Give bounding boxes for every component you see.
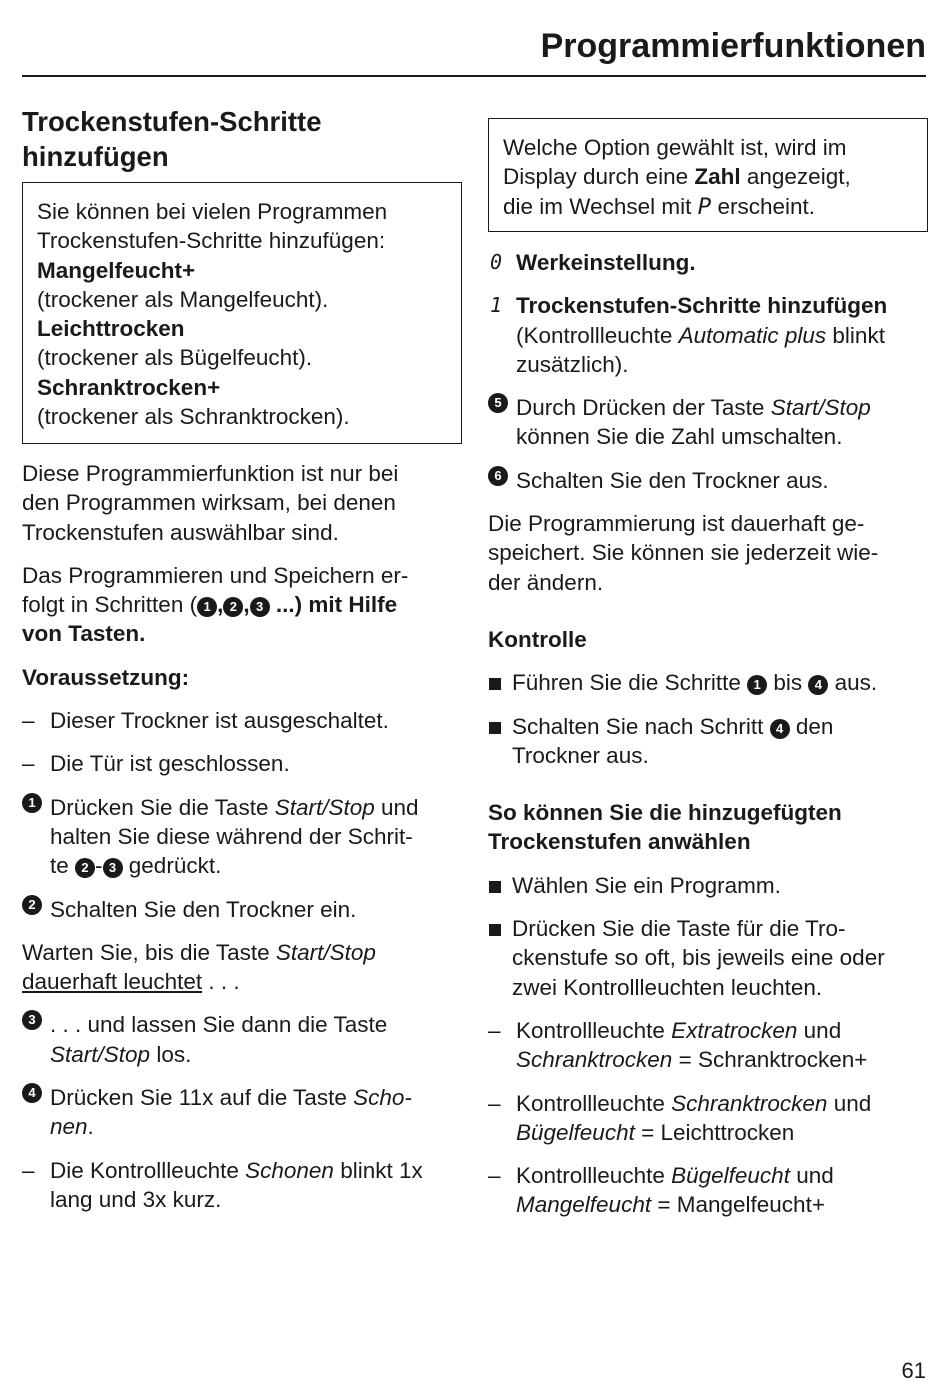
- display-box-line-3: [503, 192, 913, 222]
- control-item: [488, 712, 928, 771]
- text: gedrückt.: [122, 853, 222, 879]
- comma: ,: [217, 592, 224, 618]
- page-number: 61: [901, 1357, 926, 1383]
- combo-2-line-1: [516, 1089, 928, 1118]
- option-desc-leichttrocken: (trockener als Bügelfeucht).: [37, 345, 313, 371]
- text: los.: [150, 1041, 192, 1067]
- option-name-leichttrocken: Leichttrocken: [37, 316, 185, 342]
- key-name: Scho-: [353, 1085, 412, 1111]
- text: und: [374, 794, 419, 820]
- prerequisite-heading: Voraussetzung:: [22, 664, 190, 690]
- display-option-1: [488, 291, 928, 379]
- key-name: Start/Stop: [275, 939, 376, 965]
- step-number-badge: 5: [488, 393, 508, 413]
- text: Warten Sie, bis die Taste: [22, 939, 276, 965]
- step-number-badge: 1: [747, 675, 767, 695]
- control-item-2-line-1: [512, 712, 928, 741]
- step-number-badge: 3: [250, 597, 270, 617]
- square-bullet-icon: [489, 678, 501, 690]
- select-item: [488, 914, 928, 1002]
- step-6: [488, 466, 928, 495]
- select-heading-line-2: Trockenstufen anwählen: [488, 829, 751, 855]
- text: = Mangelfeucht+: [651, 1192, 825, 1218]
- select-item-2-line-3: zwei Kontrollleuchten leuchten.: [512, 974, 823, 1000]
- option-desc-mangelfeucht-plus: (trockener als Mangelfeucht).: [37, 286, 329, 312]
- lamp-name: Schranktrocken: [516, 1047, 673, 1073]
- option-name-mangelfeucht-plus: Mangelfeucht+: [37, 257, 196, 283]
- option-1-line-2: [516, 321, 928, 350]
- text: und: [827, 1090, 872, 1116]
- wait-line-1: [22, 938, 462, 967]
- dash-marker: –: [488, 1090, 501, 1116]
- combo-1-line-2: [516, 1045, 928, 1074]
- text: angezeigt,: [740, 164, 851, 190]
- box-intro-line-2: Trockenstufen-Schritte hinzufügen:: [37, 228, 386, 254]
- procedure-paragraph: [22, 561, 462, 649]
- procedure-line-2-bold: ...) mit Hilfe: [269, 592, 398, 618]
- select-heading: [488, 798, 928, 857]
- prerequisite-item: [22, 706, 462, 735]
- dash-marker: –: [488, 1163, 501, 1189]
- display-option-0: [488, 248, 928, 277]
- step-5: [488, 393, 928, 452]
- control-item-1-text: [512, 668, 928, 697]
- step-number-badge: 2: [75, 858, 95, 878]
- wait-line-2: [22, 967, 462, 996]
- text: Display durch eine: [503, 164, 695, 190]
- blink-line-2: lang und 3x kurz.: [50, 1186, 222, 1212]
- text: Kontrollleuchte: [516, 1163, 672, 1189]
- saved-line-3: der ändern.: [488, 569, 604, 595]
- lamp-combination: [488, 1089, 928, 1148]
- select-item: [488, 871, 928, 900]
- left-body: [22, 459, 462, 1228]
- option-desc-schranktrocken-plus: (trockener als Schranktrocken).: [37, 404, 350, 430]
- text: Führen Sie die Schritte: [512, 670, 748, 696]
- text: . . .: [202, 969, 240, 995]
- display-digit-1: 1: [490, 293, 503, 318]
- text: = Leichttrocken: [634, 1119, 795, 1145]
- step-1: [22, 793, 462, 881]
- step-number-badge: 4: [808, 675, 828, 695]
- text: Kontrollleuchte: [516, 1017, 672, 1043]
- square-bullet-icon: [489, 722, 501, 734]
- info-box-display: [488, 118, 928, 232]
- display-box-line-2: [503, 162, 913, 191]
- square-bullet-icon: [489, 924, 501, 936]
- step-2-text: Schalten Sie den Trockner ein.: [50, 896, 357, 922]
- availability-line-2: den Programmen wirksam, bei denen: [22, 490, 396, 516]
- step-number-badge: 3: [103, 858, 123, 878]
- text: te: [50, 853, 76, 879]
- select-item-2-line-2: ckenstufe so oft, bis jeweils eine oder: [512, 945, 885, 971]
- lamp-name: Bügelfeucht: [671, 1163, 790, 1189]
- display-digit-0: 0: [490, 250, 503, 274]
- square-bullet-icon: [489, 881, 501, 893]
- procedure-line-2: [22, 590, 462, 619]
- lamp-combination: [488, 1161, 928, 1220]
- prerequisite-text: Dieser Trockner ist ausgeschaltet.: [50, 708, 389, 734]
- bold-text: Zahl: [694, 164, 741, 190]
- select-item-2-line-1: Drücken Sie die Taste für die Tro-: [512, 916, 846, 942]
- step-1-line-2: halten Sie diese während der Schrit-: [50, 823, 413, 849]
- availability-paragraph: [22, 459, 462, 547]
- dash-marker: –: [22, 1157, 35, 1183]
- control-item: [488, 668, 928, 697]
- lamp-combination: [488, 1016, 928, 1075]
- saved-paragraph: [488, 509, 928, 597]
- section-title-line-1: Trockenstufen-Schritte: [22, 106, 322, 137]
- step-number-badge: 3: [22, 1010, 42, 1030]
- step-3-line-2: [50, 1040, 462, 1069]
- saved-line-1: Die Programmierung ist dauerhaft ge-: [488, 511, 865, 537]
- comma: ,: [243, 592, 250, 618]
- text: bis: [767, 670, 809, 696]
- text: erscheint.: [711, 193, 815, 219]
- step-number-badge: 2: [22, 895, 42, 915]
- step-4: [22, 1083, 462, 1142]
- step-number-badge: 1: [22, 793, 42, 813]
- text: den: [789, 713, 834, 739]
- page-header-title: Programmierfunktionen: [540, 27, 926, 65]
- info-box-options: [22, 182, 462, 444]
- availability-line-3: Trockenstufen auswählbar sind.: [22, 519, 339, 545]
- combo-3-line-1: [516, 1161, 928, 1190]
- text: -: [95, 853, 103, 879]
- step-5-line-1: [516, 393, 928, 422]
- dash-marker: –: [488, 1017, 501, 1043]
- step-3-line-1: . . . und lassen Sie dann die Taste: [50, 1012, 388, 1038]
- step-number-badge: 1: [197, 597, 217, 617]
- step-number-badge: 6: [488, 466, 508, 486]
- combo-2-line-2: [516, 1118, 928, 1147]
- step-number-badge: 4: [770, 719, 790, 739]
- option-1-title: Trockenstufen-Schritte hinzufügen: [516, 293, 888, 319]
- dash-marker: –: [22, 751, 35, 777]
- step-2: [22, 895, 462, 924]
- text: Durch Drücken der Taste: [516, 395, 771, 421]
- combo-3-line-2: [516, 1190, 928, 1219]
- box-intro-line-1: Sie können bei vielen Programmen: [37, 199, 388, 224]
- blink-result: [22, 1156, 462, 1215]
- saved-line-2: speichert. Sie können sie jederzeit wie-: [488, 540, 879, 566]
- section-heading: [22, 104, 462, 174]
- text: und: [789, 1163, 834, 1189]
- step-3: [22, 1010, 462, 1069]
- control-heading: Kontrolle: [488, 626, 587, 652]
- display-symbol-p: P: [697, 193, 712, 220]
- text: Drücken Sie 11x auf die Taste: [50, 1085, 354, 1111]
- key-name: nen: [50, 1114, 88, 1140]
- select-heading-line-1: So können Sie die hinzugefügten: [488, 800, 842, 826]
- availability-line-1: Diese Programmierfunktion ist nur bei: [22, 461, 399, 486]
- key-name: Schonen: [245, 1157, 334, 1183]
- step-4-line-1: [50, 1083, 462, 1112]
- step-number-badge: 2: [223, 597, 243, 617]
- text: Schalten Sie nach Schritt: [512, 713, 770, 739]
- text: blinkt 1x: [333, 1157, 423, 1183]
- dash-marker: –: [22, 708, 35, 734]
- combo-1-line-1: [516, 1016, 928, 1045]
- step-6-text: Schalten Sie den Trockner aus.: [516, 467, 829, 493]
- step-1-line-1: [50, 793, 462, 822]
- option-0-text: Werkeinstellung.: [516, 250, 696, 275]
- header-divider: [22, 75, 926, 77]
- text: und: [797, 1017, 842, 1043]
- text: Drücken Sie die Taste: [50, 794, 275, 820]
- step-number-badge: 4: [22, 1083, 42, 1103]
- text: Kontrollleuchte: [516, 1090, 672, 1116]
- text: die im Wechsel mit: [503, 193, 698, 219]
- right-body: [488, 248, 928, 1234]
- lamp-name: Extratrocken: [671, 1017, 798, 1043]
- text: aus.: [828, 670, 878, 696]
- prerequisite-item: [22, 749, 462, 778]
- procedure-line-3: von Tasten.: [22, 621, 146, 647]
- key-name: Automatic plus: [678, 322, 827, 348]
- lamp-name: Bügelfeucht: [516, 1119, 635, 1145]
- lamp-name: Mangelfeucht: [516, 1192, 652, 1218]
- text: = Schranktrocken+: [672, 1047, 868, 1073]
- option-name-schranktrocken-plus: Schranktrocken+: [37, 374, 221, 400]
- key-name: Start/Stop: [770, 395, 871, 421]
- key-name: Start/Stop: [274, 794, 375, 820]
- display-box-line-1: Welche Option gewählt ist, wird im: [503, 135, 847, 160]
- step-1-line-3: [50, 851, 462, 880]
- control-item-2-line-2: Trockner aus.: [512, 742, 649, 768]
- text: .: [87, 1114, 94, 1140]
- text: blinkt: [826, 322, 885, 348]
- step-5-line-2: können Sie die Zahl umschalten.: [516, 424, 843, 450]
- procedure-line-2-text: folgt in Schritten (: [22, 592, 198, 618]
- lamp-name: Schranktrocken: [671, 1090, 828, 1116]
- option-1-line-3: zusätzlich).: [516, 351, 629, 377]
- procedure-line-1: Das Programmieren und Speichern er-: [22, 562, 409, 588]
- text: (Kontrollleuchte: [516, 322, 679, 348]
- blink-line-1: [50, 1156, 462, 1185]
- key-name: Start/Stop: [50, 1041, 151, 1067]
- select-item-1-text: Wählen Sie ein Programm.: [512, 872, 781, 898]
- wait-paragraph: [22, 938, 462, 997]
- step-4-line-2: [50, 1112, 462, 1141]
- text: Die Kontrollleuchte: [50, 1157, 246, 1183]
- section-title-line-2: hinzufügen: [22, 141, 169, 172]
- prerequisite-text: Die Tür ist geschlossen.: [50, 751, 290, 777]
- underlined-text: dauerhaft leuchtet: [22, 969, 203, 995]
